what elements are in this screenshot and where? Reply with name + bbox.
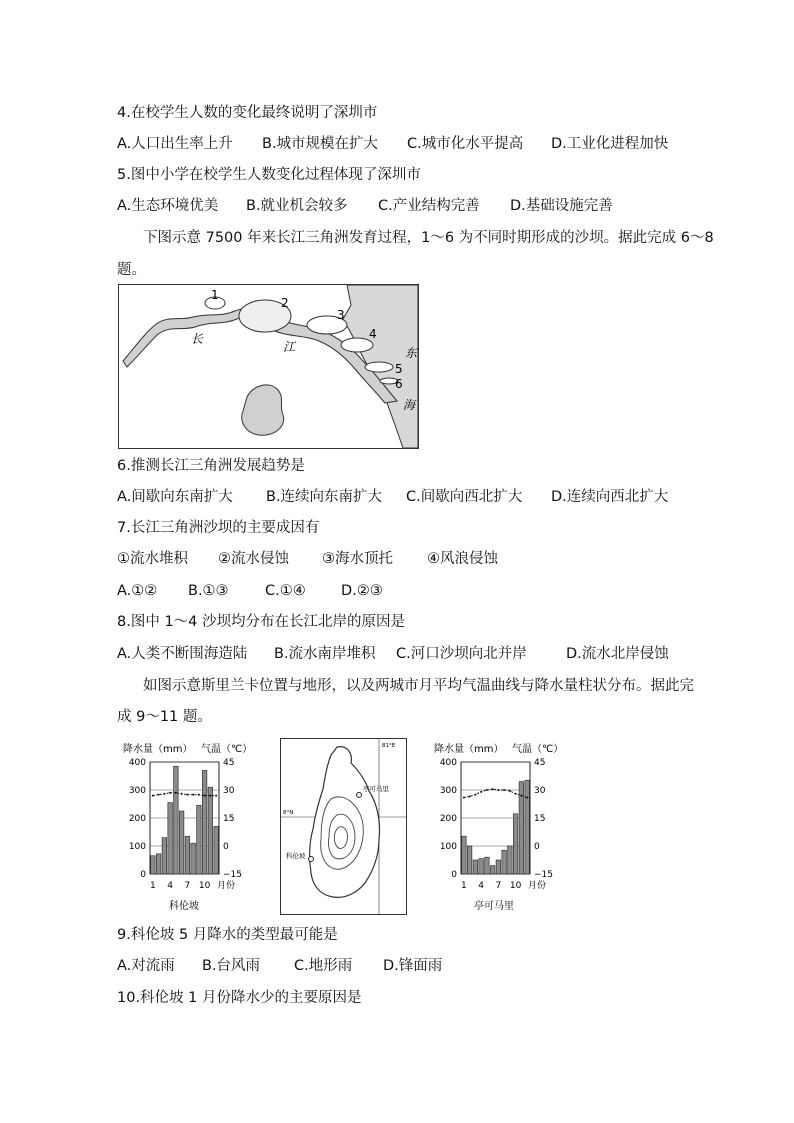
colombo-marker: [309, 857, 314, 862]
precip-bar: [462, 836, 467, 874]
precip-bar: [485, 857, 490, 874]
q9-option-a[interactable]: A.对流雨: [117, 958, 175, 974]
temperature-point: [163, 793, 165, 795]
precip-bar: [214, 826, 219, 874]
precip-bar: [208, 787, 213, 874]
left-tick-label: 200: [439, 814, 457, 824]
x-tick-label: 1: [461, 881, 467, 891]
q6-option-c[interactable]: C.间歇向西北扩大: [406, 489, 523, 505]
temperature-point: [474, 794, 476, 796]
precip-bar: [185, 836, 190, 874]
longitude-label: 81°E: [382, 743, 396, 749]
colombo-title: 科伦坡: [169, 901, 199, 912]
temperature-point: [503, 789, 505, 791]
trincomalee-marker: [357, 793, 362, 798]
precip-bar: [197, 805, 202, 874]
precip-bar: [191, 843, 196, 874]
q7-option-d[interactable]: D.②③: [341, 583, 383, 599]
river-char-chang: 长: [191, 332, 204, 346]
q7-option-b[interactable]: B.①③: [188, 583, 229, 599]
q8-stem: 8.图中 1～4 沙坝均分布在长江北岸的原因是: [117, 614, 406, 630]
temperature-point: [469, 796, 471, 798]
climate-chart-colombo: [117, 740, 257, 915]
right-tick-label: −15: [534, 870, 553, 880]
q6-option-b[interactable]: B.连续向东南扩大: [266, 489, 383, 505]
q4-stem: 4.在校学生人数的变化最终说明了深圳市: [117, 105, 378, 121]
q7-item-2: ②流水侵蚀: [218, 551, 289, 567]
precip-bar: [174, 766, 179, 874]
intro-9-11-line1: 如图示意斯里兰卡位置与地形，以及两城市月平均气温曲线与降水量柱状分布。据此完: [143, 678, 694, 694]
q9-option-d[interactable]: D.锋面雨: [383, 958, 443, 974]
left-tick-label: 400: [128, 758, 146, 768]
precip-bar: [525, 780, 530, 874]
precip-bar: [513, 814, 518, 874]
temperature-point: [492, 788, 494, 790]
sandbar-5-shape: [365, 362, 393, 372]
q8-option-a[interactable]: A.人类不断围海造陆: [117, 646, 248, 662]
colombo-label: 科伦坡: [286, 852, 306, 860]
q7-item-1: ①流水堆积: [117, 551, 188, 567]
precip-bar: [502, 850, 507, 874]
temperature-point: [186, 794, 188, 796]
temperature-point: [169, 792, 171, 794]
trincomalee-ylabel-left: 降水量（mm）: [434, 744, 504, 755]
delta-map-drawing: [119, 285, 418, 448]
temperature-point: [480, 791, 482, 793]
climate-chart-trincomalee: [428, 740, 568, 915]
sandbar-label-1: 1: [211, 288, 219, 302]
q8-option-c[interactable]: C.河口沙坝向北并岸: [396, 646, 527, 662]
left-tick-label: 0: [140, 870, 146, 880]
left-tick-label: 100: [128, 842, 146, 852]
right-tick-label: 45: [223, 758, 235, 768]
colombo-ylabel-right: 气温（℃）: [201, 744, 253, 755]
q6-option-d[interactable]: D.连续向西北扩大: [551, 489, 669, 505]
q5-option-a[interactable]: A.生态环境优美: [117, 198, 219, 214]
temperature-point: [463, 796, 465, 798]
q7-item-4: ④风浪侵蚀: [427, 551, 498, 567]
right-tick-label: 30: [534, 786, 546, 796]
right-tick-label: 45: [534, 758, 546, 768]
q4-option-c[interactable]: C.城市化水平提高: [407, 136, 524, 152]
x-tick-label: 10: [509, 881, 522, 891]
x-tick-label: 7: [495, 881, 502, 891]
precip-bar: [162, 838, 167, 874]
yangtze-delta-map: [118, 284, 419, 449]
sandbar-label-2: 2: [281, 296, 289, 310]
precip-bar: [473, 860, 478, 874]
right-tick-label: 30: [223, 786, 235, 796]
left-tick-label: 0: [451, 870, 457, 880]
temperature-point: [526, 796, 528, 798]
precip-bar: [179, 811, 184, 874]
right-tick-label: −15: [223, 870, 242, 880]
x-axis-label: 月份: [217, 881, 236, 891]
trincomalee-title: 亭可马里: [474, 901, 514, 912]
q6-option-a[interactable]: A.间歇向东南扩大: [117, 489, 233, 505]
temperature-point: [192, 794, 194, 796]
left-tick-label: 300: [439, 786, 457, 796]
q8-option-b[interactable]: B.流水南岸堆积: [274, 646, 376, 662]
temperature-point: [520, 795, 522, 797]
sri-lanka-drawing: [281, 739, 406, 914]
q9-option-c[interactable]: C.地形雨: [294, 958, 353, 974]
temperature-point: [486, 789, 488, 791]
island-outline: [310, 747, 380, 898]
precip-bar: [467, 846, 472, 874]
trincomalee-ylabel-right: 气温（℃）: [512, 744, 564, 755]
temperature-point: [175, 792, 177, 794]
sea-char-hai: 海: [403, 398, 416, 412]
trincomalee-label: 亭可马里: [363, 785, 389, 793]
q4-option-d[interactable]: D.工业化进程加快: [551, 136, 669, 152]
q7-option-c[interactable]: C.①④: [265, 583, 306, 599]
left-tick-label: 100: [439, 842, 457, 852]
x-tick-label: 1: [150, 881, 156, 891]
x-tick-label: 10: [198, 881, 211, 891]
lake: [242, 385, 284, 435]
q7-option-a[interactable]: A.①②: [117, 583, 158, 599]
temperature-point: [198, 794, 200, 796]
q8-option-d[interactable]: D.流水北岸侵蚀: [566, 646, 669, 662]
sandbar-label-3: 3: [337, 308, 345, 322]
temperature-point: [158, 794, 160, 796]
colombo-ylabel-left: 降水量（mm）: [123, 744, 193, 755]
precip-bar: [202, 770, 207, 874]
precip-bar: [156, 854, 161, 874]
intro-9-11-line2: 成 9～11 题。: [117, 709, 212, 725]
q7-stem: 7.长江三角洲沙坝的主要成因有: [117, 520, 320, 536]
q5-option-c[interactable]: C.产业结构完善: [378, 198, 480, 214]
intro-6-8-line1: 下图示意 7500 年来长江三角洲发育过程，1～6 为不同时期形成的沙坝。据此完成 6～8: [143, 230, 714, 246]
left-tick-label: 300: [128, 786, 146, 796]
temperature-point: [209, 795, 211, 797]
x-axis-label: 月份: [528, 881, 547, 891]
q4-option-b[interactable]: B.城市规模在扩大: [262, 136, 379, 152]
sandbar-label-5: 5: [395, 362, 403, 376]
x-tick-label: 4: [167, 881, 173, 891]
sandbar-label-4: 4: [369, 327, 377, 341]
precip-bar: [479, 859, 484, 874]
right-tick-label: 15: [223, 814, 235, 824]
precip-bar: [151, 856, 156, 874]
temperature-point: [181, 793, 183, 795]
sea-char-dong: 东: [405, 346, 418, 360]
left-tick-label: 200: [128, 814, 146, 824]
temperature-point: [215, 795, 217, 797]
q6-stem: 6.推测长江三角洲发展趋势是: [117, 458, 305, 474]
temperature-point: [152, 795, 154, 797]
q9-option-b[interactable]: B.台风雨: [202, 958, 261, 974]
q5-option-d[interactable]: D.基础设施完善: [510, 198, 613, 214]
temperature-point: [497, 789, 499, 791]
q7-item-3: ③海水顶托: [322, 551, 393, 567]
sri-lanka-map: [280, 738, 407, 915]
right-tick-label: 0: [534, 842, 540, 852]
q9-stem: 9.科伦坡 5 月降水的类型最可能是: [117, 927, 338, 943]
sandbar-label-6: 6: [395, 377, 403, 391]
precip-bar: [508, 846, 513, 874]
precip-bar: [496, 860, 501, 874]
q5-stem: 5.图中小学在校学生人数变化过程体现了深圳市: [117, 167, 421, 183]
temperature-point: [204, 795, 206, 797]
left-tick-label: 400: [439, 758, 457, 768]
river-char-jiang: 江: [283, 340, 296, 354]
temperature-point: [515, 793, 517, 795]
q4-option-a[interactable]: A.人口出生率上升: [117, 136, 233, 152]
x-tick-label: 7: [184, 881, 191, 891]
right-tick-label: 0: [223, 842, 229, 852]
right-tick-label: 15: [534, 814, 546, 824]
q10-stem: 10.科伦坡 1 月份降水少的主要原因是: [117, 990, 362, 1006]
temperature-point: [509, 790, 511, 792]
x-tick-label: 4: [478, 881, 484, 891]
q5-option-b[interactable]: B.就业机会较多: [246, 198, 348, 214]
precip-bar: [490, 866, 495, 874]
intro-6-8-line2: 题。: [117, 262, 146, 278]
latitude-label: 8°N: [283, 810, 294, 816]
precip-bar: [168, 803, 173, 874]
